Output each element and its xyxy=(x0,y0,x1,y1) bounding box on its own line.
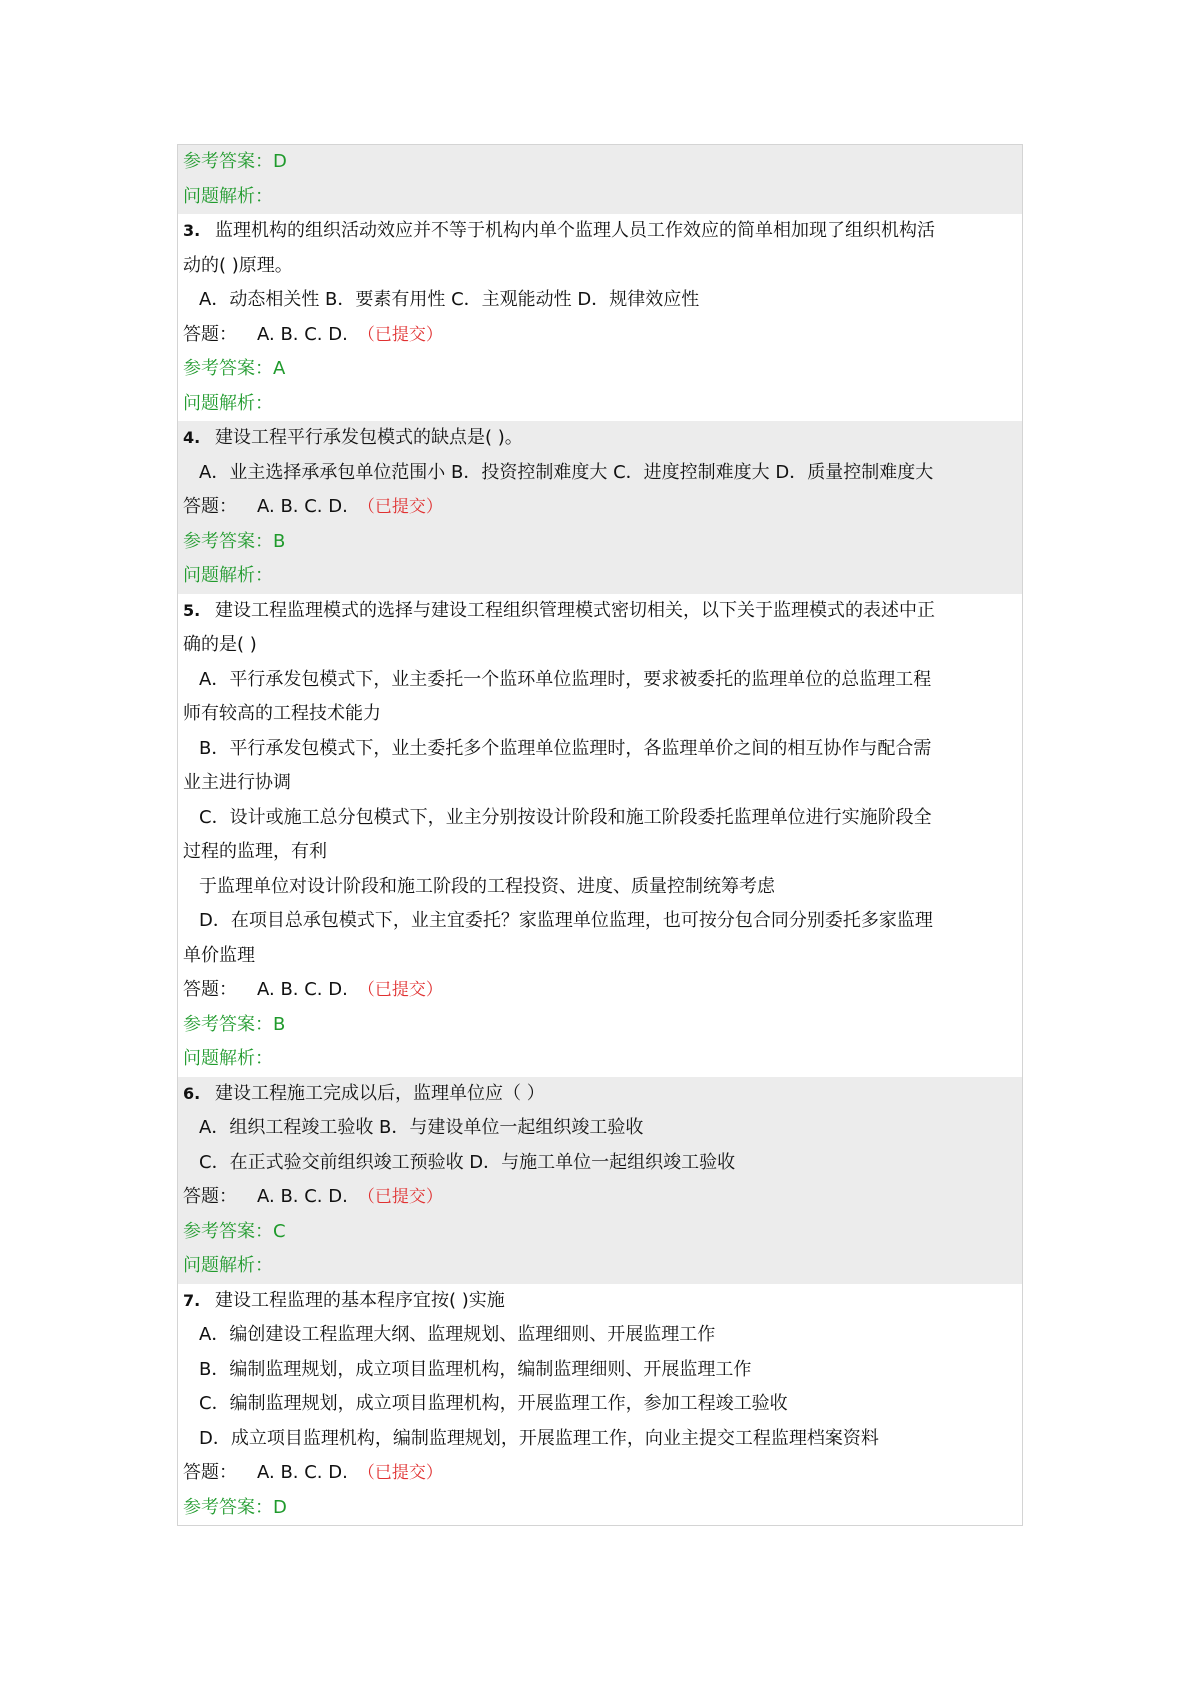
reference-answer-label: 参考答案： xyxy=(183,358,273,379)
answer-label: 答题： xyxy=(183,979,237,1000)
option-line: 于监理单位对设计阶段和施工阶段的工程投资、进度、质量控制统筹考虑 xyxy=(199,875,775,897)
option-line: A．平行承发包模式下，业主委托一个监环单位监理时，要求被委托的监理单位的总监理工程 xyxy=(199,668,932,690)
answer-row xyxy=(183,318,1016,353)
answer-row xyxy=(183,490,1016,525)
question-block xyxy=(178,214,1022,421)
question-analysis: 问题解析： xyxy=(183,185,273,207)
question-block xyxy=(178,594,1022,1077)
submitted-status: （已提交） xyxy=(357,1187,443,1207)
option-line: A．组织工程竣工验收 B．与建设单位一起组织竣工验收 xyxy=(199,1117,644,1138)
question-stem-line xyxy=(183,214,1016,249)
question-stem-line xyxy=(183,628,1016,663)
question-stem-line xyxy=(183,1284,1016,1319)
question-analysis: 问题解析： xyxy=(183,392,273,414)
submitted-status: （已提交） xyxy=(357,980,443,1000)
question-analysis: 问题解析： xyxy=(183,565,273,586)
question-analysis: 问题解析： xyxy=(183,1048,273,1069)
question-text: 建设工程平行承发包模式的缺点是( )。 xyxy=(215,427,523,448)
option-line: 单价监理 xyxy=(183,944,255,966)
reference-answer xyxy=(183,1491,1016,1526)
question-stem-line xyxy=(183,249,1016,284)
question-number: 5. xyxy=(183,600,201,620)
reference-answer-label: 参考答案： xyxy=(183,151,273,172)
previous-question-tail xyxy=(178,145,1022,214)
option-line: 过程的监理，有利 xyxy=(183,841,327,862)
reference-answer xyxy=(183,352,1016,387)
option-line: A．动态相关性 B．要素有用性 C．主观能动性 D．规律效应性 xyxy=(199,289,700,310)
question-list xyxy=(178,214,1022,1525)
answer-choices: A. B. C. D. xyxy=(257,1186,348,1207)
answer-row xyxy=(183,1180,1016,1215)
answer-choices: A. B. C. D. xyxy=(257,496,348,517)
submitted-status: （已提交） xyxy=(357,497,443,517)
question-block xyxy=(178,1284,1022,1526)
reference-answer-label: 参考答案： xyxy=(183,530,273,552)
option-line: D．在项目总承包模式下，业主宜委托？家监理单位监理，也可按分包合同分别委托多家监理 xyxy=(199,910,933,931)
answer-row xyxy=(183,973,1016,1008)
answer-label: 答题： xyxy=(183,1462,237,1483)
option-line: D．成立项目监理机构，编制监理规划，开展监理工作，向业主提交工程监理档案资料 xyxy=(199,1427,879,1449)
answer-label: 答题： xyxy=(183,1186,237,1207)
answer-label: 答题： xyxy=(183,323,237,345)
question-number: 6. xyxy=(183,1083,201,1103)
question-stem-line xyxy=(183,1077,1016,1112)
question-text: 确的是( ) xyxy=(183,634,257,655)
reference-answer-value: B xyxy=(273,1013,286,1035)
question-text: 动的( )原理。 xyxy=(183,254,293,276)
submitted-status: （已提交） xyxy=(357,324,443,345)
question-stem-line xyxy=(183,594,1016,629)
answer-row xyxy=(183,1456,1016,1491)
option-line: 业主进行协调 xyxy=(183,772,291,793)
question-number: 7. xyxy=(183,1290,201,1310)
reference-answer-value: D xyxy=(273,151,287,172)
question-number: 4. xyxy=(183,428,201,447)
answer-choices: A. B. C. D. xyxy=(257,979,348,1000)
option-line: B．编制监理规划，成立项目监理机构，编制监理细则、开展监理工作 xyxy=(199,1358,752,1380)
question-block xyxy=(178,421,1022,594)
reference-answer-value: C xyxy=(273,1220,286,1242)
question-analysis: 问题解析： xyxy=(183,1255,273,1276)
option-line: 师有较高的工程技术能力 xyxy=(183,703,381,724)
reference-answer-value: D xyxy=(273,1496,287,1518)
option-line: B．平行承发包模式下，业土委托多个监理单位监理时，各监理单价之间的相互协作与配合需 xyxy=(199,737,932,759)
reference-answer xyxy=(183,145,1016,180)
submitted-status: （已提交） xyxy=(357,1463,443,1483)
reference-answer-label: 参考答案： xyxy=(183,1013,273,1035)
reference-answer xyxy=(183,525,1016,560)
option-line: A．编创建设工程监理大纲、监理规划、监理细则、开展监理工作 xyxy=(199,1324,716,1345)
question-text: 建设工程监理的基本程序宜按( )实施 xyxy=(215,1289,505,1311)
question-block xyxy=(178,1077,1022,1284)
reference-answer xyxy=(183,1215,1016,1250)
answer-choices: A. B. C. D. xyxy=(257,323,348,345)
reference-answer-label: 参考答案： xyxy=(183,1496,273,1518)
reference-answer xyxy=(183,1008,1016,1043)
question-text: 监理机构的组织活动效应并不等于机构内单个监理人员工作效应的简单相加现了组织机构活 xyxy=(215,220,935,241)
answer-choices: A. B. C. D. xyxy=(257,1462,348,1483)
answer-label: 答题： xyxy=(183,496,237,517)
reference-answer-label: 参考答案： xyxy=(183,1220,273,1242)
option-line: C．在正式验交前组织竣工预验收 D．与施工单位一起组织竣工验收 xyxy=(199,1151,736,1173)
question-text: 建设工程施工完成以后，监理单位应（ ） xyxy=(215,1082,545,1104)
option-line: C．设计或施工总分包模式下，业主分别按设计阶段和施工阶段委托监理单位进行实施阶段全 xyxy=(199,806,932,828)
question-text: 建设工程监理模式的选择与建设工程组织管理模式密切相关，以下关于监理模式的表述中正 xyxy=(215,599,935,621)
answer-sheet xyxy=(177,144,1023,1526)
option-line: C．编制监理规划，成立项目监理机构，开展监理工作，参加工程竣工验收 xyxy=(199,1393,788,1414)
question-number: 3. xyxy=(183,221,201,240)
reference-answer-value: A xyxy=(273,358,286,379)
question-stem-line xyxy=(183,421,1016,456)
option-line: A．业主选择承承包单位范围小 B．投资控制难度大 C．进度控制难度大 D．质量控制难度大 xyxy=(199,461,934,483)
reference-answer-value: B xyxy=(273,530,286,552)
